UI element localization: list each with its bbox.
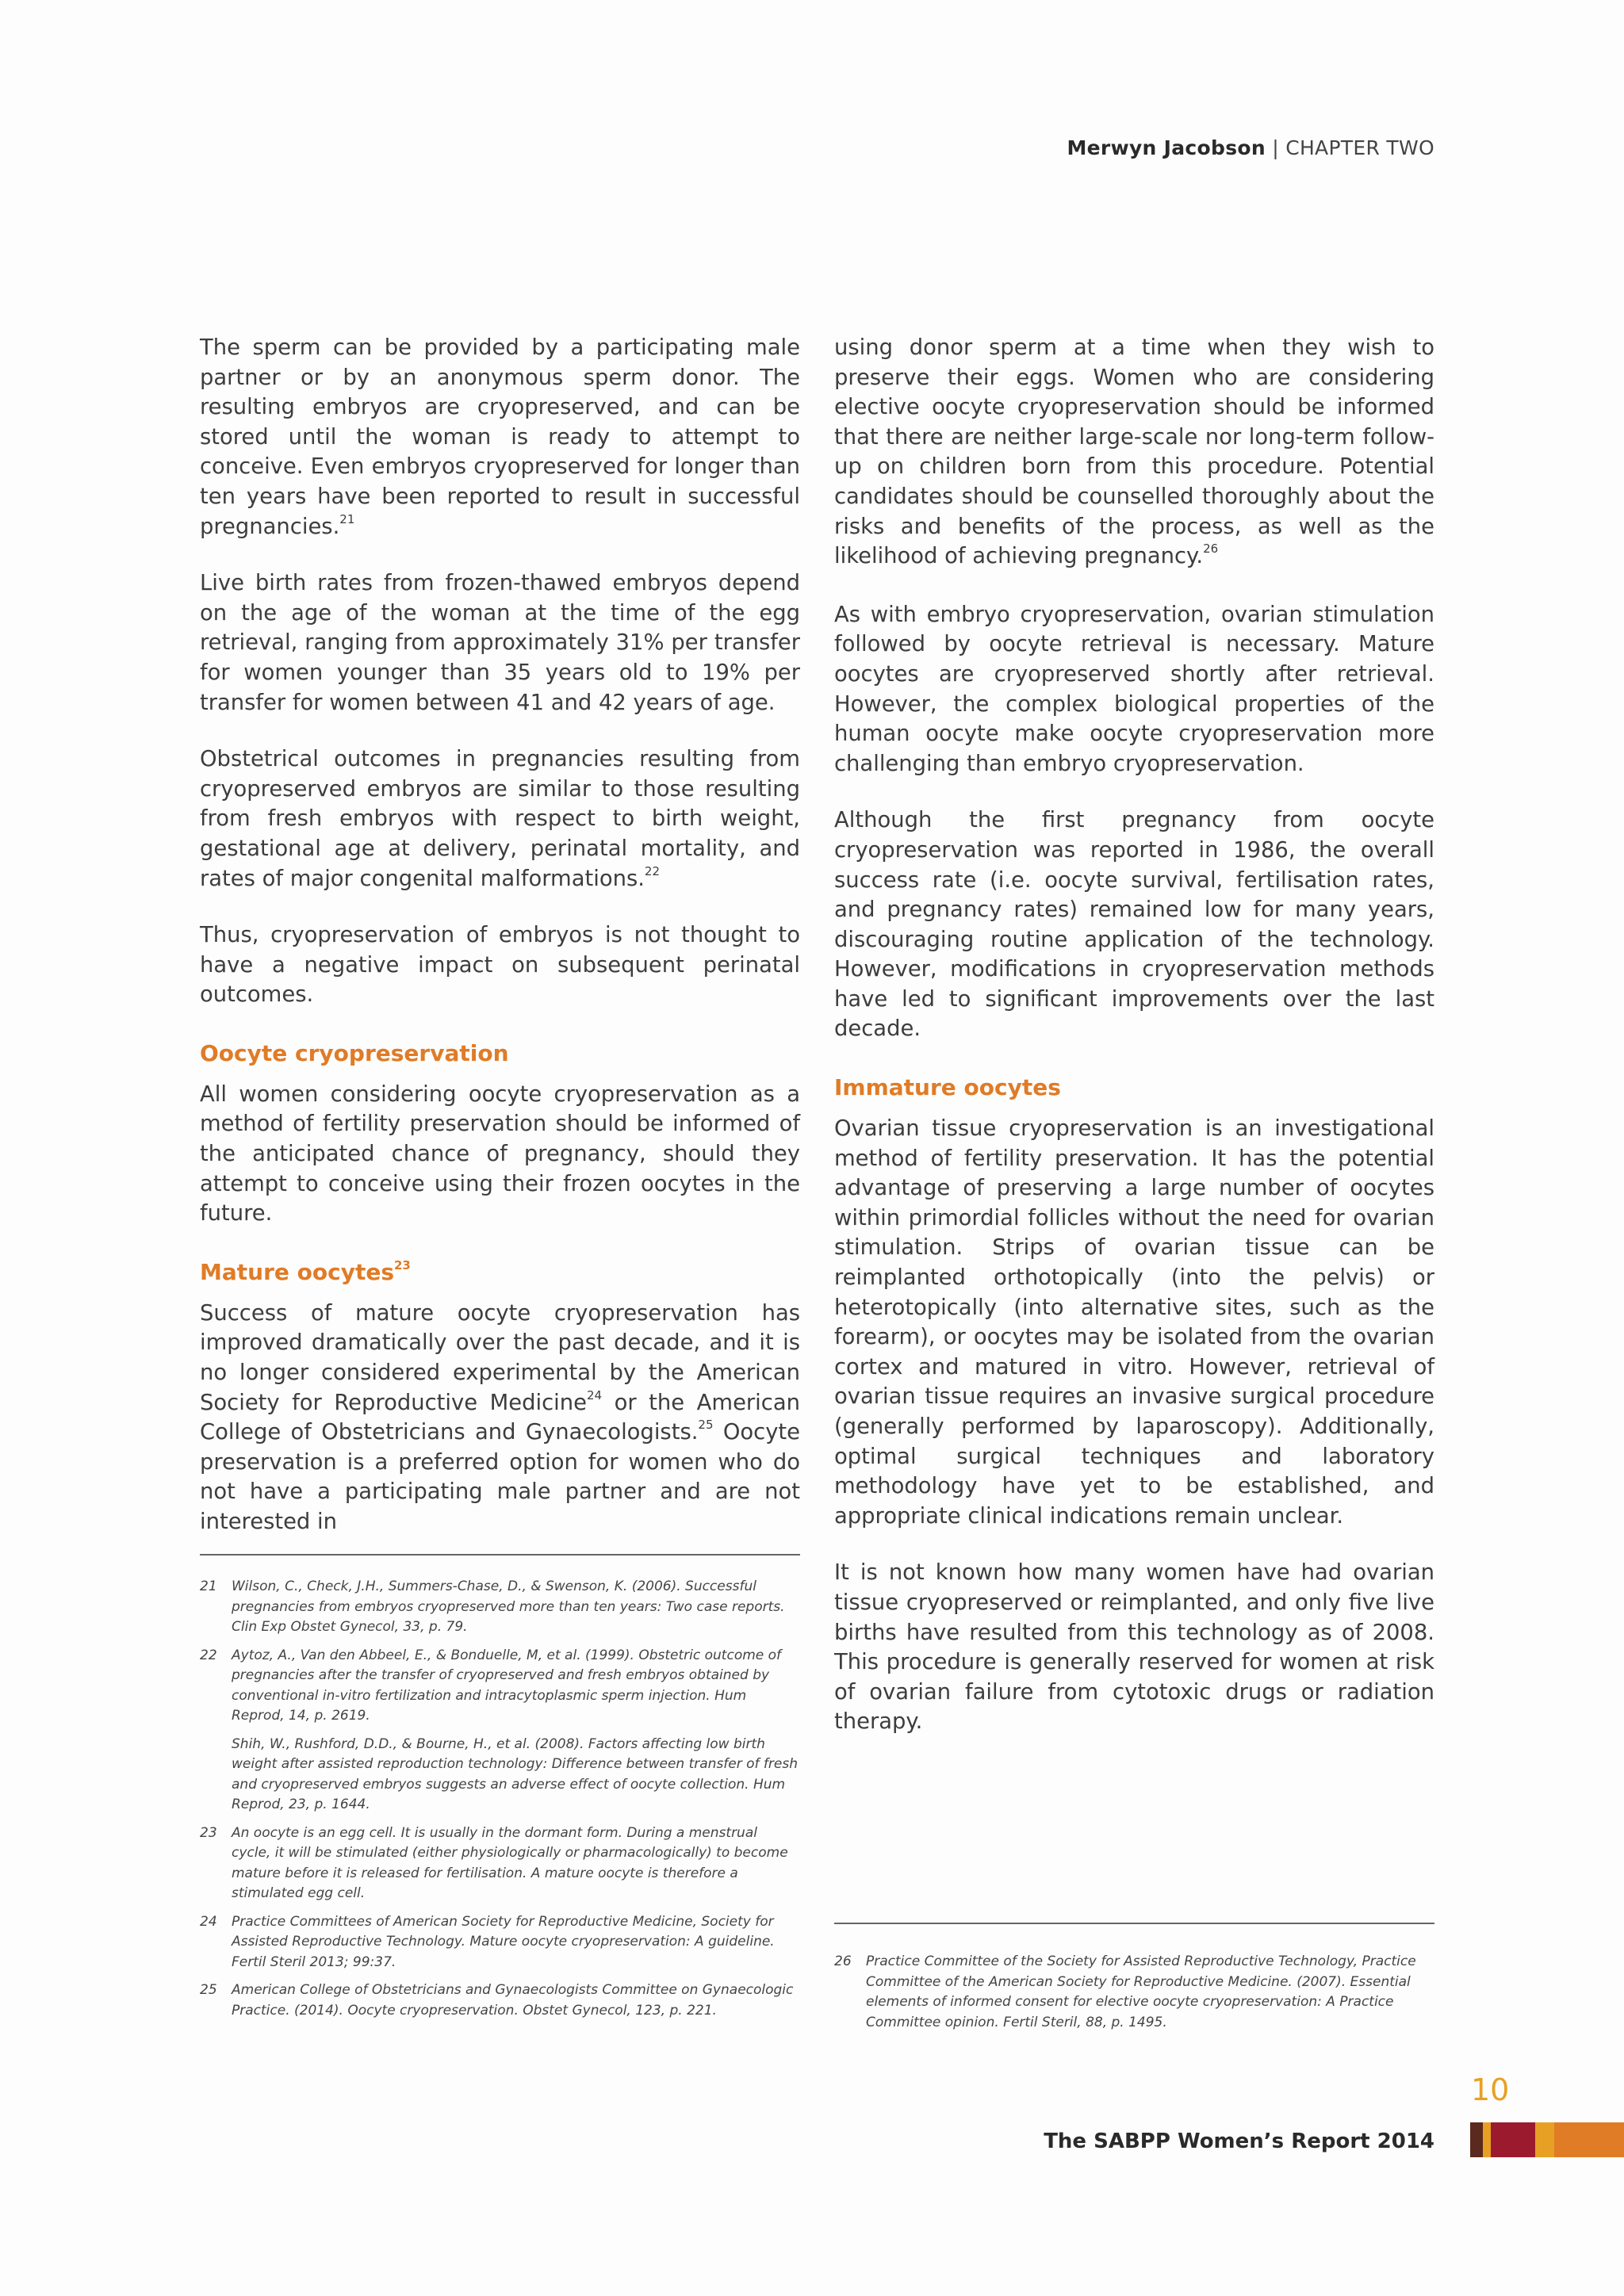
paragraph: As with embryo cryopreservation, ovarian stimulation followed by oocyte retrieval is necessary. Mature oocytes are cryopreserved shortly after retrieval. However, the complex biological properties of the human oocyte make oocyte cryopreservation more challenging than embryo cryopreservation.: [834, 602, 1434, 776]
color-bar: [1491, 2122, 1513, 2157]
color-bar: [1483, 2122, 1491, 2157]
running-header: [1067, 136, 1435, 159]
footnote-ref[interactable]: 26: [1203, 541, 1219, 557]
page-number: 10: [1471, 2072, 1510, 2107]
paragraph: Live birth rates from frozen-thawed embryos depend on the age of the woman at the time of the egg retrieval, ranging from approximately 31% per transfer for women younger than 35 years old to 19% per transfer for women between 41 and 42 years of age.: [200, 571, 800, 715]
paragraph: The sperm can be provided by a participating male partner or by an anonymous sperm donor. The resulting embryos are cryopreserved, and can be stored until the woman is ready to attempt to conceive. Even embryos cryopreserved for longer than ten years have been reported to result in successful pregnancies.$^{21}$: [200, 335, 800, 539]
footnote-ref[interactable]: 22: [644, 863, 661, 878]
footnote-divider: [200, 1554, 800, 1556]
color-bar: [1513, 2122, 1535, 2157]
color-bar: [1554, 2122, 1624, 2157]
color-bar: [1470, 2122, 1483, 2157]
footnote-ref[interactable]: 23: [394, 1257, 411, 1272]
paragraph: Ovarian tissue cryopreservation is an investigational method of fertility preservation. It has the potential advantage of preserving a large number of oocytes within primordial follicles without the need for ovarian stimulation. Strips of ovarian tissue can be reimplanted orthotopically (into the pelvis) or heterotopically (into alternative sites, such as the forearm), or oocytes may be isolated from the ovarian cortex and matured in vitro. However, retrieval of ovarian tissue requires an invasive surgical procedure (generally performed by laparoscopy). Additionally, optimal surgical techniques and laboratory methodology have yet to be established, and appropriate clinical indications remain unclear.: [834, 1116, 1434, 1529]
footnote: 25 American College of Obstetricians and Gynaecologists Committee on Gynaecologic Practice. (2014). Oocyte cryopreservation. Obstet Gynecol, 123, p. 221.: [200, 1982, 794, 2019]
report-title: The SABPP Women’s Report 2014: [1044, 2130, 1434, 2153]
header-chapter: CHAPTER TWO: [1285, 136, 1434, 159]
color-bar: [1535, 2122, 1554, 2157]
footnote-ref[interactable]: 21: [339, 511, 355, 526]
footnote: 23 An oocyte is an egg cell. It is usually in the dormant form. During a menstrual cycle, it will be stimulated (either physiologically or pharmacologically) to become mature before it is released for fertilisation. A mature oocyte is therefore a stimulated egg cell.: [200, 1824, 788, 1901]
paragraph: Obstetrical outcomes in pregnancies resulting from cryopreserved embryos are similar to those resulting from fresh embryos with respect to birth weight, gestational age at delivery, perinatal mortality, and rates of major congenital malformations.$^{22}$: [200, 747, 800, 891]
footnote: 26 Practice Committee of the Society for Assisted Reproductive Technology, Practice Committee of the American Society for Reproductive Medicine. (2007). Essential elements of informed consent for elective oocyte cryopreservation: A Practice Committee opinion. Fertil Steril, 88, p. 1495.: [834, 1954, 1416, 2030]
footnote-divider: [834, 1923, 1434, 1924]
paragraph: It is not known how many women have had ovarian tissue cryopreserved or reimplanted, and only five live births have resulted from this technology as of 2008. This procedure is generally reserved for women at risk of ovarian failure from cytotoxic drugs or radiation therapy.: [834, 1560, 1434, 1735]
paragraph: Thus, cryopreservation of embryos is not thought to have a negative impact on subsequent perinatal outcomes.: [200, 923, 800, 1008]
paragraph: Although the first pregnancy from oocyte cryopreservation was reported in 1986, the overall success rate (i.e. oocyte survival, fertilisation rates, and pregnancy rates) remained low for many years, discouraging routine application of the technology. However, modifications in cryopreservation methods have led to significant improvements over the last decade.: [834, 808, 1434, 1042]
paragraph: All women considering oocyte cryopreservation as a method of fertility preservation should be informed of the anticipated chance of pregnancy, should they attempt to conceive using their frozen oocytes in the future.: [200, 1081, 800, 1226]
paragraph: using donor sperm at a time when they wish to preserve their eggs. Women who are considering elective oocyte cryopreservation should be informed that there are neither large-scale nor long-term follow-up on children born from this procedure. Potential candidates should be counselled thoroughly about the risks and benefits of the process, as well as the likelihood of achieving pregnancy.$^{26}$: [834, 335, 1434, 569]
color-bars-decoration: [1470, 2122, 1624, 2157]
footnotes-left: [200, 1577, 800, 2029]
left-column: [200, 333, 800, 1564]
footnotes-right: [834, 1952, 1434, 2041]
footnote: Shih, W., Rushford, D.D., & Bourne, H., et al. (2008). Factors affecting low birth weight after assisted reproduction technology: Difference between transfer of fresh and cryopreserved embryos suggests an adverse effect of oocyte collection. Hum Reprod, 23, p. 1644.: [232, 1735, 798, 1812]
section-heading-immature-oocytes: Immature oocytes: [834, 1074, 1061, 1101]
right-column: [834, 333, 1434, 1764]
section-heading-mature-oocytes: Mature oocytes$^{23}$: [200, 1257, 411, 1285]
header-separator: |: [1265, 136, 1286, 159]
header-author: Merwyn Jacobson: [1067, 136, 1266, 159]
paragraph: Success of mature oocyte cryopreservation has improved dramatically over the past decade, and it is no longer considered experimental by the American Society for Reproductive Medicine$^{24}$ or the American College of Obstetricians and Gynaecologists.$^{25}$ Oocyte preservation is a preferred option for women who do not have a participating male partner and are not interested in: [200, 1300, 800, 1534]
footnote: 24 Practice Committees of American Society for Reproductive Medicine, Society for Assisted Reproductive Technology. Mature oocyte cryopreservation: A guideline. Fertil Steril 2013; 99:37.: [200, 1913, 775, 1970]
footnote: 21 Wilson, C., Check, J.H., Summers-Chase, D., & Swenson, K. (2006). Successful pregnancies from embryos cryopreserved more than ten years: Two case reports. Clin Exp Obstet Gynecol, 33, p. 79.: [200, 1578, 785, 1635]
section-heading-oocyte-cryopreservation: Oocyte cryopreservation: [200, 1039, 509, 1066]
footnote-ref[interactable]: 24: [586, 1387, 603, 1402]
footnote: 22 Aytoz, A., Van den Abbeel, E., & Bonduelle, M, et al. (1999). Obstetric outcome of pregnancies after the transfer of cryopreserved and fresh embryos obtained by conventional in-vitro fertilization and intracytoplasmic sperm injection. Hum Reprod, 14, p. 2619.: [200, 1647, 782, 1724]
footnote-ref[interactable]: 25: [698, 1418, 714, 1433]
